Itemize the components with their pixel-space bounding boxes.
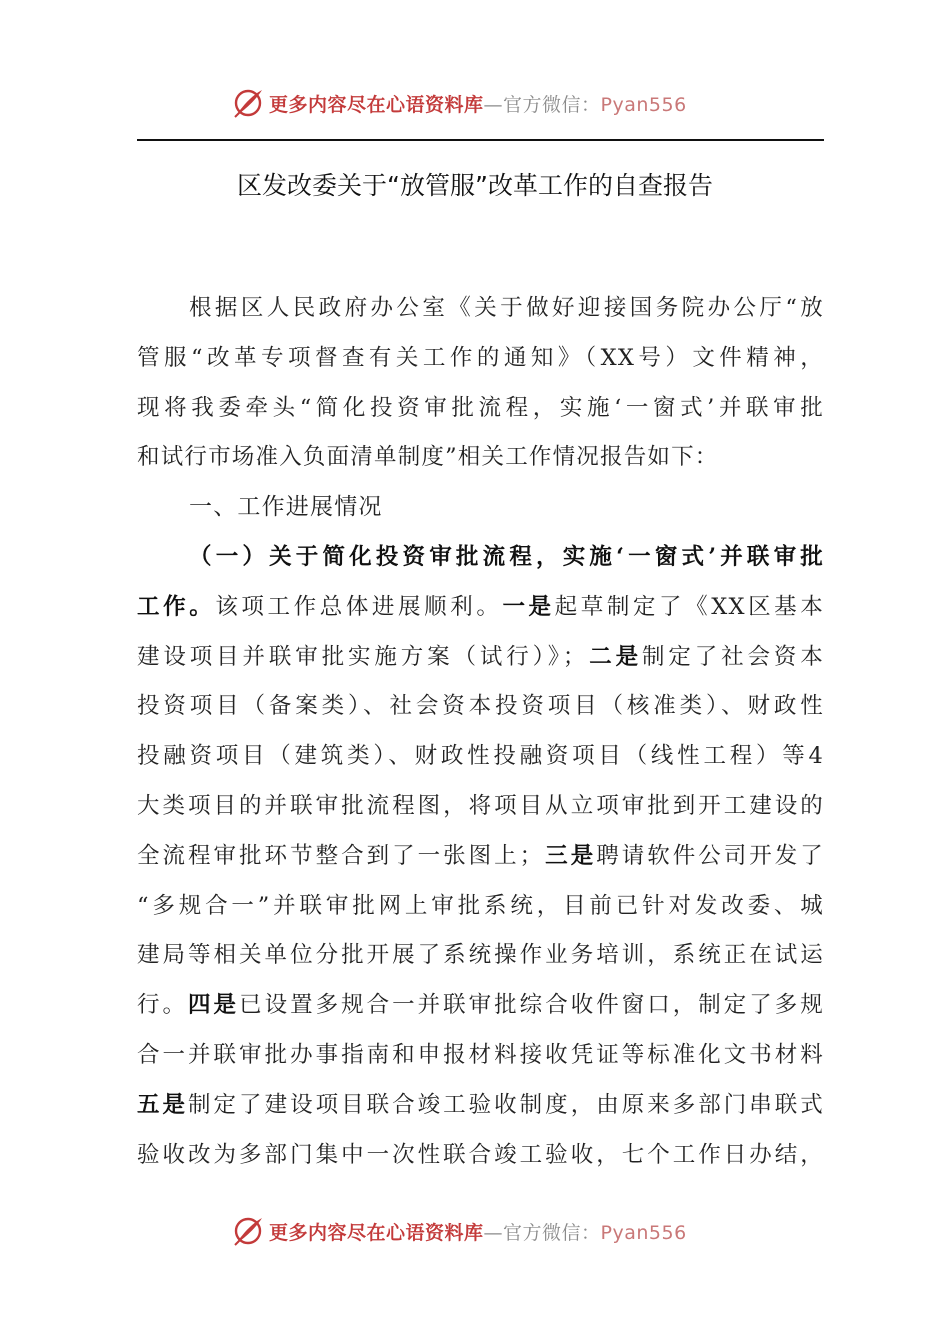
text-line: 根据区人民政府办公室《关于做好迎接国务院办公厅“放 xyxy=(189,295,824,321)
text-line: 大类项目的并联审批流程图，将项目从立项审批到开工建设的 xyxy=(137,792,824,819)
ordinal-marker: 四是 xyxy=(188,992,240,1019)
text-line xyxy=(137,633,824,683)
text-line xyxy=(137,1081,824,1131)
footer-banner xyxy=(0,1211,950,1251)
ordinal-marker: 二是 xyxy=(586,643,643,670)
subsection-heading: （一）关于简化投资审批流程，实施‘一窗式’并联审批 xyxy=(189,543,824,570)
banner-wechat-label: 官方微信： xyxy=(503,1221,601,1244)
text-line: 投融资项目（建筑类）、财政性投融资项目（线性工程）等4 xyxy=(137,743,824,770)
text-line: “多规合一”并联审批网上审批系统，目前已针对发改委、城 xyxy=(137,892,824,919)
banner-wechat-id: Pyan556 xyxy=(600,93,687,116)
text-span: 行。 xyxy=(137,992,189,1019)
banner-wechat-id: Pyan556 xyxy=(600,1221,687,1244)
ordinal-marker: 一是 xyxy=(502,593,555,620)
text-span: 聘请软件公司开发了 xyxy=(596,842,825,869)
ordinal-marker: 三是 xyxy=(543,842,597,869)
banner-site-name: 更多内容尽在心语资料库 xyxy=(269,1221,484,1244)
text-line: 合一并联审批办事指南和申报材料接收凭证等标准化文书材料 xyxy=(137,1041,824,1068)
text-span: 该项工作总体进展顺利。 xyxy=(215,593,503,620)
text-line xyxy=(137,981,824,1031)
banner-text xyxy=(269,1218,687,1245)
text-span: 全流程审批环节整合到了一张图上； xyxy=(137,842,544,869)
text-line xyxy=(137,583,824,633)
text-span: 建设项目并联审批实施方案（试行）》； xyxy=(137,643,587,670)
text-line: 现将我委牵头“简化投资审批流程，实施‘一窗式’并联审批 xyxy=(137,394,824,421)
quill-logo-icon xyxy=(231,86,265,120)
text-line: 验收改为多部门集中一次性联合竣工验收，七个工作日办结， xyxy=(137,1141,824,1168)
document-title: 区发改委关于“放管服”改革工作的自查报告 xyxy=(237,171,713,200)
text-line: 和试行市场准入负面清单制度”相关工作情况报告如下： xyxy=(137,444,719,471)
text-span: 制定了建设项目联合竣工验收制度，由原来多部门串联式 xyxy=(188,1091,824,1118)
banner-text xyxy=(269,90,687,117)
subsection-heading-cont: 工作。 xyxy=(137,593,216,620)
banner-dash: — xyxy=(483,1221,504,1244)
ordinal-marker: 五是 xyxy=(137,1091,189,1118)
banner-site-name: 更多内容尽在心语资料库 xyxy=(269,93,484,116)
section-heading: 一、工作进展情况 xyxy=(189,494,383,521)
banner-wechat-label: 官方微信： xyxy=(503,93,601,116)
text-line: 管服“改革专项督查有关工作的通知》（XX号）文件精神， xyxy=(137,344,824,371)
text-line: 投资项目（备案类）、社会资本投资项目（核准类）、财政性 xyxy=(137,693,824,720)
quill-logo-icon xyxy=(231,1214,265,1248)
text-span: 已设置多规合一并联审批综合收件窗口，制定了多规 xyxy=(239,992,824,1019)
banner-dash: — xyxy=(483,93,504,116)
text-line: 建局等相关单位分批开展了系统操作业务培训，系统正在试运 xyxy=(137,942,824,969)
text-line xyxy=(137,832,824,882)
header-divider xyxy=(137,139,824,141)
text-span: 制定了社会资本 xyxy=(642,643,825,670)
text-span: 起草制定了《XX区基本 xyxy=(554,593,824,620)
header-banner xyxy=(0,83,950,123)
document-body xyxy=(137,284,824,1180)
